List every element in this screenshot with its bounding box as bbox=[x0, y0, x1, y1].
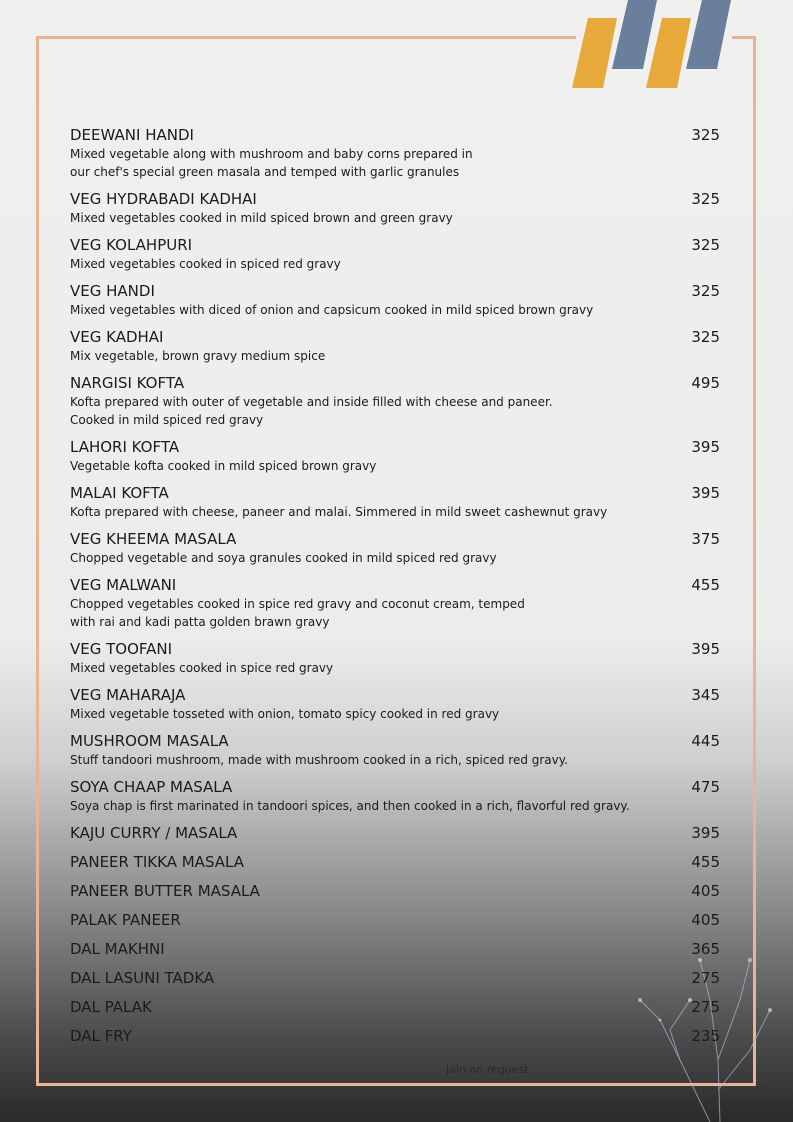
menu-item-description: Soya chap is first marinated in tandoori spices, and then cooked in a rich, flavorful red gravy. bbox=[70, 799, 630, 813]
menu-item-name: KAJU CURRY / MASALA bbox=[70, 824, 238, 842]
menu-item bbox=[70, 852, 720, 872]
menu-item-price: 325 bbox=[691, 236, 720, 254]
menu-item-description: with rai and kadi patta golden brawn gravy bbox=[70, 615, 330, 629]
menu-item bbox=[70, 639, 720, 677]
menu-item-description: Mixed vegetables cooked in spice red gravy bbox=[70, 661, 334, 675]
menu-item-description: Mixed vegetables with diced of onion and capsicum cooked in mild spiced brown gravy bbox=[70, 303, 594, 317]
brand-stripes-logo bbox=[560, 0, 740, 95]
menu-item-header bbox=[70, 373, 720, 393]
menu-item-header bbox=[70, 235, 720, 255]
menu-item bbox=[70, 189, 720, 227]
menu-item bbox=[70, 685, 720, 723]
menu-item-header bbox=[70, 327, 720, 347]
menu-item bbox=[70, 997, 720, 1017]
menu-item-header bbox=[70, 731, 720, 751]
menu-item-description: Mixed vegetable along with mushroom and baby corns prepared in bbox=[70, 147, 473, 161]
menu-item-name: VEG MALWANI bbox=[70, 576, 177, 594]
menu-item-name: NARGISI KOFTA bbox=[70, 374, 185, 392]
menu-item-name: DAL FRY bbox=[70, 1027, 132, 1045]
menu-item-name: VEG TOOFANI bbox=[70, 640, 173, 658]
menu-item-price: 325 bbox=[691, 190, 720, 208]
menu-item-name: PANEER BUTTER MASALA bbox=[70, 882, 260, 900]
menu-item-name: LAHORI KOFTA bbox=[70, 438, 180, 456]
menu-item-name: SOYA CHAAP MASALA bbox=[70, 778, 233, 796]
menu-item-name: DAL PALAK bbox=[70, 998, 152, 1016]
menu-item-description: Kofta prepared with outer of vegetable and inside filled with cheese and paneer. bbox=[70, 395, 553, 409]
menu-item-description: Mix vegetable, brown gravy medium spice bbox=[70, 349, 326, 363]
menu-item-price: 455 bbox=[691, 853, 720, 871]
jain-note: Jain on request bbox=[446, 1063, 529, 1076]
menu-item-price: 365 bbox=[691, 940, 720, 958]
menu-item-description: Kofta prepared with cheese, paneer and malai. Simmered in mild sweet cashewnut gravy bbox=[70, 505, 608, 519]
menu-item bbox=[70, 437, 720, 475]
menu-list bbox=[70, 125, 720, 1055]
menu-item-description: Chopped vegetables cooked in spice red gravy and coconut cream, temped bbox=[70, 597, 525, 611]
menu-item-name: VEG KOLAHPURI bbox=[70, 236, 193, 254]
menu-item-description: Chopped vegetable and soya granules cooked in mild spiced red gravy bbox=[70, 551, 497, 565]
frame-border-top-left bbox=[36, 36, 576, 39]
menu-item-header bbox=[70, 1026, 720, 1046]
menu-item bbox=[70, 1026, 720, 1046]
menu-item-name: VEG HYDRABADI KADHAI bbox=[70, 190, 257, 208]
menu-item-header bbox=[70, 852, 720, 872]
menu-item-header bbox=[70, 281, 720, 301]
menu-item-header bbox=[70, 575, 720, 595]
frame-border-left bbox=[36, 36, 39, 1086]
menu-item-header bbox=[70, 777, 720, 797]
menu-item-header bbox=[70, 910, 720, 930]
menu-item bbox=[70, 125, 720, 181]
menu-item-name: VEG KHEEMA MASALA bbox=[70, 530, 237, 548]
menu-item-name: VEG HANDI bbox=[70, 282, 155, 300]
menu-item-price: 325 bbox=[691, 282, 720, 300]
menu-item bbox=[70, 281, 720, 319]
menu-item-name: VEG KADHAI bbox=[70, 328, 164, 346]
menu-item-header bbox=[70, 968, 720, 988]
menu-item-description: Vegetable kofta cooked in mild spiced brown gravy bbox=[70, 459, 377, 473]
menu-item-price: 235 bbox=[691, 1027, 720, 1045]
menu-item-header bbox=[70, 939, 720, 959]
menu-item-price: 275 bbox=[691, 998, 720, 1016]
menu-item-name: VEG MAHARAJA bbox=[70, 686, 186, 704]
menu-item-price: 405 bbox=[691, 882, 720, 900]
menu-item-description: Stuff tandoori mushroom, made with mushroom cooked in a rich, spiced red gravy. bbox=[70, 753, 568, 767]
menu-item-price: 325 bbox=[691, 126, 720, 144]
menu-item bbox=[70, 575, 720, 631]
menu-item bbox=[70, 910, 720, 930]
menu-item-header bbox=[70, 189, 720, 209]
menu-item-price: 405 bbox=[691, 911, 720, 929]
menu-item-name: PALAK PANEER bbox=[70, 911, 181, 929]
menu-item-header bbox=[70, 437, 720, 457]
menu-item-name: DEEWANI HANDI bbox=[70, 126, 194, 144]
menu-item-price: 375 bbox=[691, 530, 720, 548]
menu-item bbox=[70, 327, 720, 365]
menu-item-description: Mixed vegetables cooked in mild spiced brown and green gravy bbox=[70, 211, 453, 225]
menu-item-description: Cooked in mild spiced red gravy bbox=[70, 413, 264, 427]
menu-item-description: Mixed vegetable tosseted with onion, tomato spicy cooked in red gravy bbox=[70, 707, 500, 721]
menu-item-price: 395 bbox=[691, 640, 720, 658]
menu-item bbox=[70, 373, 720, 429]
menu-item bbox=[70, 777, 720, 815]
menu-item bbox=[70, 483, 720, 521]
menu-item bbox=[70, 235, 720, 273]
frame-border-right bbox=[753, 36, 756, 1086]
menu-item-header bbox=[70, 639, 720, 659]
menu-item-price: 275 bbox=[691, 969, 720, 987]
menu-item-header bbox=[70, 125, 720, 145]
menu-item bbox=[70, 939, 720, 959]
menu-item-price: 395 bbox=[691, 824, 720, 842]
menu-item-header bbox=[70, 823, 720, 843]
menu-item-price: 445 bbox=[691, 732, 720, 750]
menu-item-price: 325 bbox=[691, 328, 720, 346]
menu-item-price: 395 bbox=[691, 484, 720, 502]
menu-item-header bbox=[70, 483, 720, 503]
menu-item bbox=[70, 731, 720, 769]
menu-item-header bbox=[70, 685, 720, 705]
menu-item-price: 395 bbox=[691, 438, 720, 456]
menu-item-description: our chef's special green masala and temped with garlic granules bbox=[70, 165, 460, 179]
menu-item-name: MALAI KOFTA bbox=[70, 484, 169, 502]
menu-item-price: 475 bbox=[691, 778, 720, 796]
menu-item bbox=[70, 529, 720, 567]
menu-item-header bbox=[70, 881, 720, 901]
menu-item-description: Mixed vegetables cooked in spiced red gravy bbox=[70, 257, 341, 271]
menu-item-price: 495 bbox=[691, 374, 720, 392]
menu-item bbox=[70, 881, 720, 901]
menu-item bbox=[70, 823, 720, 843]
menu-item-name: DAL LASUNI TADKA bbox=[70, 969, 215, 987]
menu-item-name: PANEER TIKKA MASALA bbox=[70, 853, 244, 871]
menu-item-price: 345 bbox=[691, 686, 720, 704]
menu-item-name: MUSHROOM MASALA bbox=[70, 732, 229, 750]
menu-item-name: DAL MAKHNI bbox=[70, 940, 165, 958]
menu-item-header bbox=[70, 997, 720, 1017]
menu-item bbox=[70, 968, 720, 988]
menu-item-header bbox=[70, 529, 720, 549]
menu-item-price: 455 bbox=[691, 576, 720, 594]
